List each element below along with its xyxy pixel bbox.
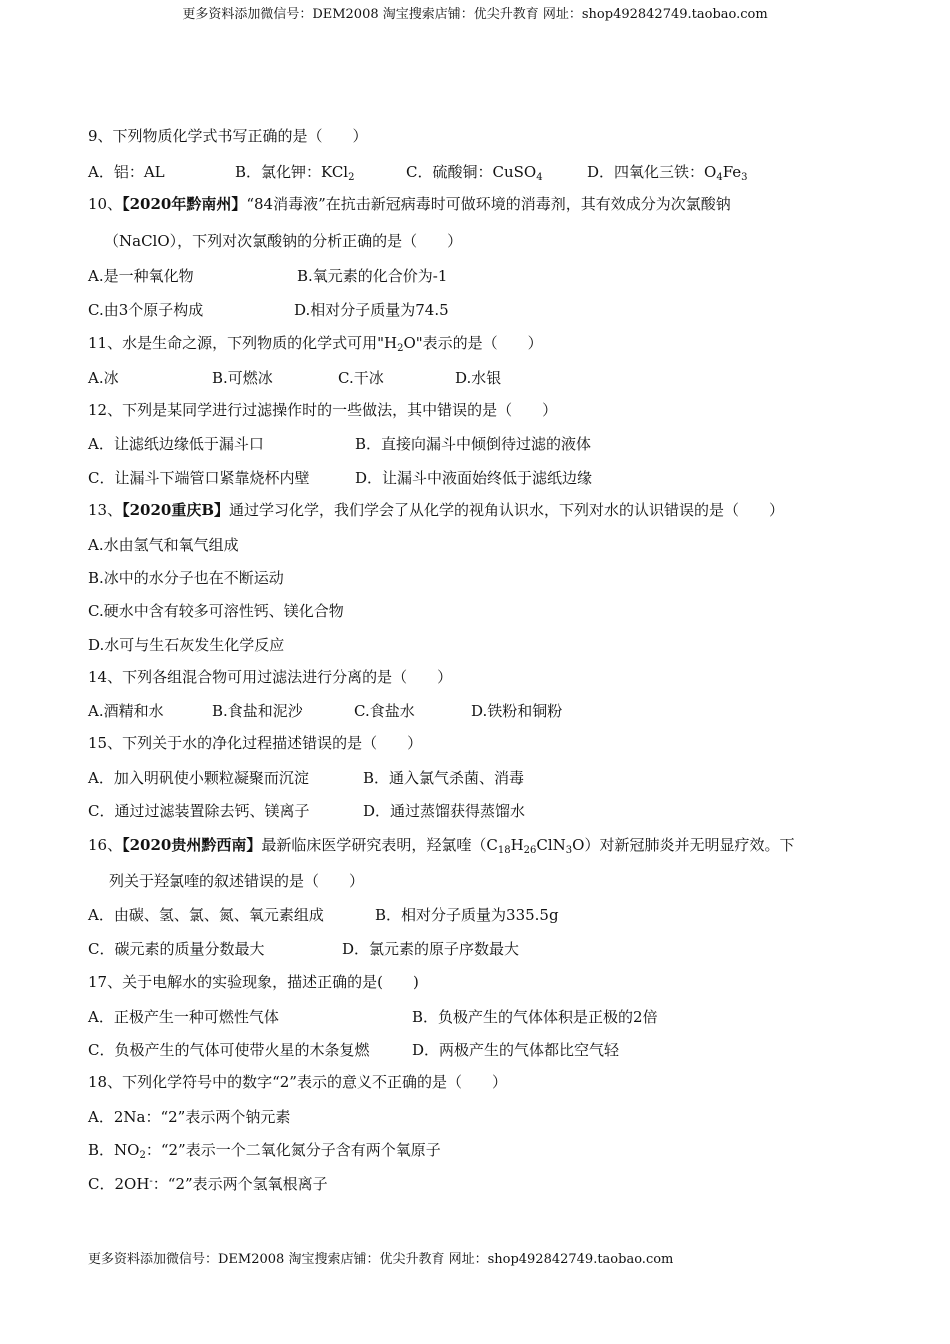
q9-stem: 9、下列物质化学式书写正确的是（ ） (88, 127, 368, 145)
q11-option-d: D.水银 (455, 369, 502, 387)
q14-option-d: D.铁粉和铜粉 (471, 702, 563, 720)
q18-stem: 18、下列化学符号中的数字“2”表示的意义不正确的是（ ） (88, 1073, 507, 1091)
q13-option-c: C.硬水中含有较多可溶性钙、镁化合物 (88, 602, 344, 620)
q16-source-tag: 【2020贵州黔西南】 (122, 836, 262, 854)
q15-option-a: A．加入明矾使小颗粒凝聚而沉淀 (88, 769, 309, 787)
q17-option-d: D．两极产生的气体都比空气轻 (412, 1041, 620, 1059)
q10-option-a: A.是一种氧化物 (88, 267, 194, 285)
q13-option-d: D.水可与生石灰发生化学反应 (88, 636, 285, 654)
q11-option-c: C.干冰 (338, 369, 384, 387)
q10-stem-line1: 10、【2020年黔南州】“84消毒液”在抗击新冠病毒时可做环境的消毒剂，其有效成分为次氯酸钠 (88, 195, 731, 213)
q9-option-a: A．铝：AL (88, 163, 165, 181)
q16-option-a: A．由碳、氢、氯、氮、氧元素组成 (88, 906, 324, 924)
q13-option-b: B.冰中的水分子也在不断运动 (88, 569, 284, 587)
q14-option-c: C.食盐水 (354, 702, 415, 720)
q11-option-b: B.可燃冰 (212, 369, 273, 387)
q9-option-b: B．氯化钾：KCl$_2$ (235, 163, 355, 183)
q13-source-tag: 【2020重庆B】 (122, 501, 230, 519)
q11-stem: 11、水是生命之源，下列物质的化学式可用"$H_2O$"表示的是（ ） (88, 334, 543, 354)
q14-option-b: B.食盐和泥沙 (212, 702, 303, 720)
q12-option-c: C．让漏斗下端管口紧靠烧杯内壁 (88, 469, 310, 487)
q14-option-a: A.酒精和水 (88, 702, 164, 720)
q16-stem-line2: 列关于羟氯喹的叙述错误的是（ ） (109, 872, 365, 890)
q17-option-a: A．正极产生一种可燃性气体 (88, 1008, 279, 1026)
q17-stem: 17、关于电解水的实验现象，描述正确的是( ) (88, 973, 419, 991)
q16-option-d: D．氯元素的原子序数最大 (342, 940, 520, 958)
q10-stem-line2: （NaClO），下列对次氯酸钠的分析正确的是（ ） (104, 232, 463, 250)
q17-option-c: C．负极产生的气体可使带火星的木条复燃 (88, 1041, 370, 1059)
q10-option-b: B.氧元素的化合价为-1 (297, 267, 448, 285)
q14-stem: 14、下列各组混合物可用过滤法进行分离的是（ ） (88, 668, 453, 686)
q11-option-a: A.冰 (88, 369, 119, 387)
page-footer: 更多资料添加微信号：DEM2008 淘宝搜索店铺：优尖升教育 网址：shop492842749.taobao.com (88, 1252, 674, 1267)
q18-option-a: A．2Na：“2”表示两个钠元素 (88, 1108, 291, 1126)
q12-option-d: D．让漏斗中液面始终低于滤纸边缘 (355, 469, 593, 487)
q13-option-a: A.水由氢气和氧气组成 (88, 536, 239, 554)
q15-option-c: C．通过过滤装置除去钙、镁离子 (88, 802, 310, 820)
page-header: 更多资料添加微信号：DEM2008 淘宝搜索店铺：优尖升教育 网址：shop492842749.taobao.com (182, 7, 768, 22)
q15-option-d: D．通过蒸馏获得蒸馏水 (363, 802, 526, 820)
q9-option-c: C．硫酸铜：CuSO$_4$ (406, 163, 543, 183)
q16-option-c: C．碳元素的质量分数最大 (88, 940, 265, 958)
q12-option-a: A．让滤纸边缘低于漏斗口 (88, 435, 264, 453)
q9-option-d: D．四氧化三铁：$O_4Fe_3$ (587, 163, 748, 183)
q15-stem: 15、下列关于水的净化过程描述错误的是（ ） (88, 734, 423, 752)
q16-stem-line1: 16、【2020贵州黔西南】最新临床医学研究表明，羟氯喹$(C_{18}H_{26}ClN_3O)$对新冠肺炎并无明显疗效。下 (88, 836, 795, 856)
q17-option-b: B．负极产生的气体体积是正极的2倍 (412, 1008, 658, 1026)
q10-source-tag: 【2020年黔南州】 (122, 195, 247, 213)
q12-option-b: B．直接向漏斗中倾倒待过滤的液体 (355, 435, 592, 453)
q15-option-b: B．通入氯气杀菌、消毒 (363, 769, 525, 787)
q18-option-c: C．2OH-：“2”表示两个氢氧根离子 (88, 1175, 328, 1193)
q12-stem: 12、下列是某同学进行过滤操作时的一些做法，其中错误的是（ ） (88, 401, 558, 419)
q18-option-b: B．$NO_2$：“2”表示一个二氧化氮分子含有两个氧原子 (88, 1141, 441, 1161)
q10-option-c: C.由3个原子构成 (88, 301, 204, 319)
q10-option-d: D.相对分子质量为74.5 (294, 301, 449, 319)
q13-stem: 13、【2020重庆B】通过学习化学，我们学会了从化学的视角认识水，下列对水的认识错误的是（ ） (88, 501, 785, 519)
q16-option-b: B．相对分子质量为335.5g (375, 906, 559, 924)
